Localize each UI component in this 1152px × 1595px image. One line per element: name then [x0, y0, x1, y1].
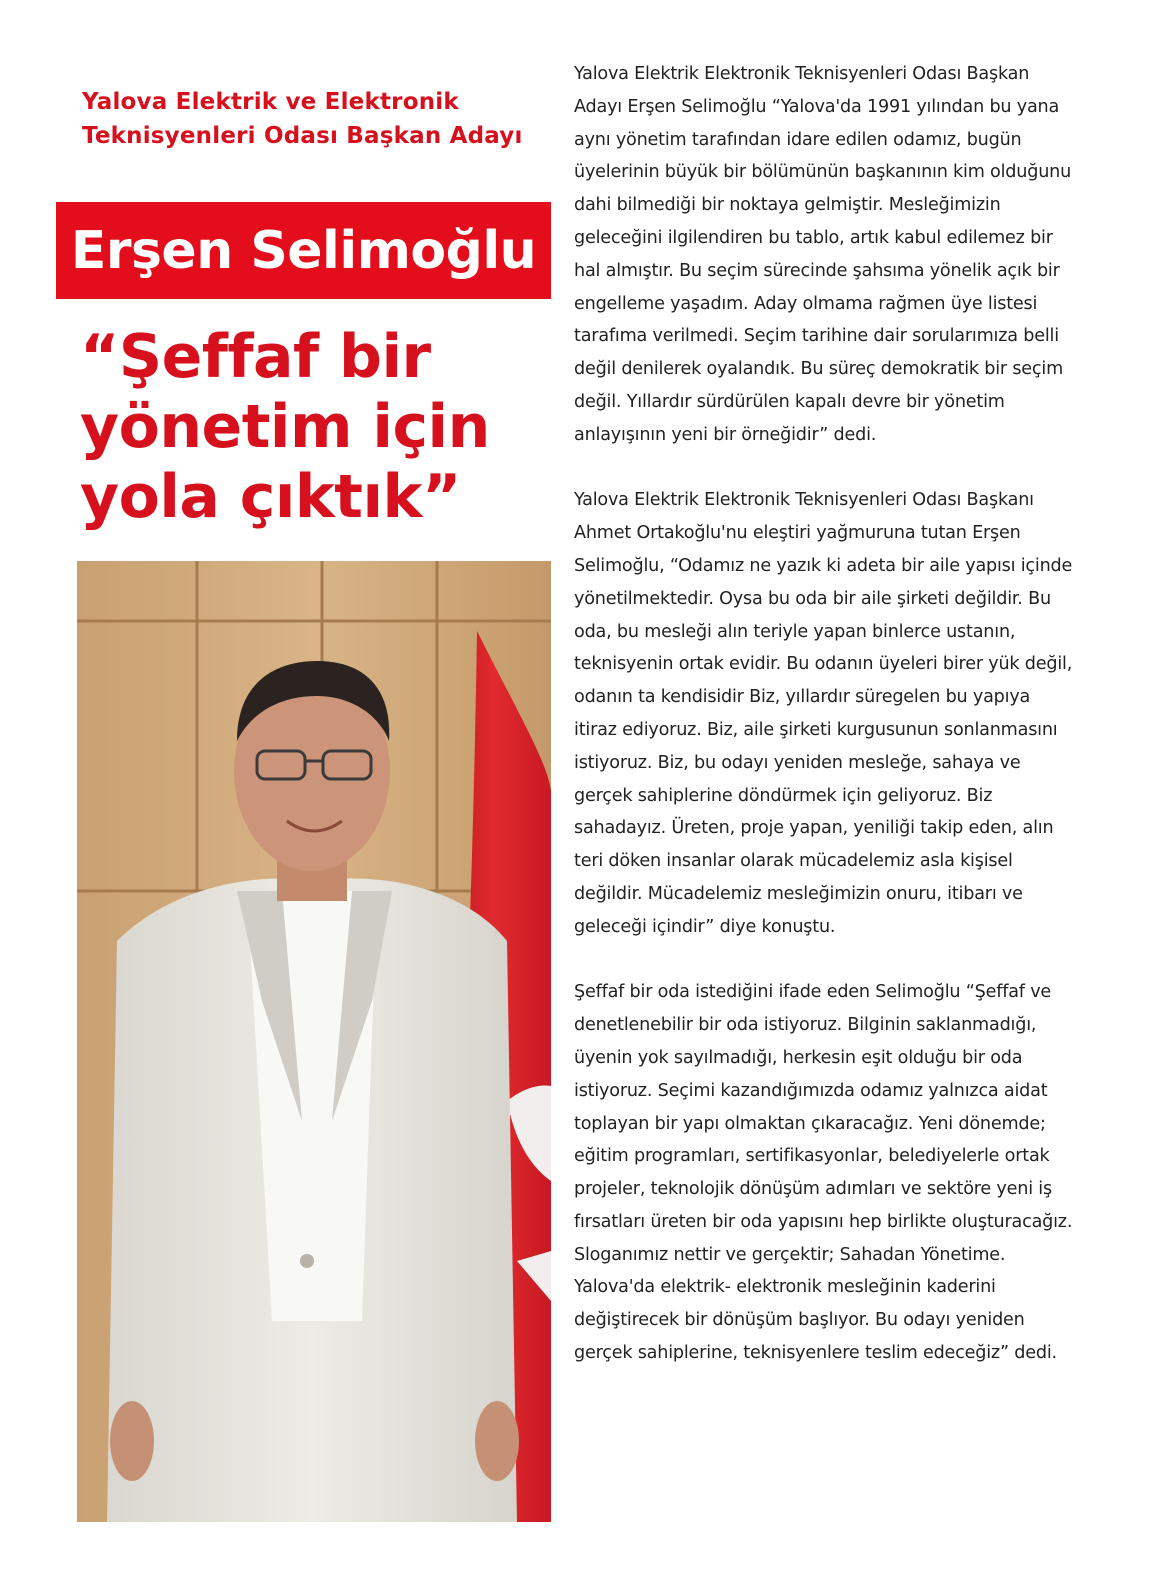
paragraph: Şeffaf bir oda istediğini ifade eden Selimoğlu “Şeffaf ve denetlenebilir bir oda istiyoruz. Bilginin saklanmadığı, üyenin yok sayılmadığı, herkesin eşit olduğu bir oda istiyoruz. Seçimi kazandığımızda odamız yalnızca aidat toplayan bir yapı olmaktan çıkaracağız. Yeni dönemde; eğitim programları, sertifikasyonlar, belediyelerle ortak projeler, teknolojik dönüşüm adımları ve sektöre yeni iş fırsatları üreten bir oda yapısını hep birlikte oluşturacağız. Sloganımız nettir ve gerçektir; Sahadan Yönetime. Yalova'da elektrik- elektronik mesleğinin kaderini değiştirecek bir dönüşüm başlıyor. Bu odayı yeniden gerçek sahiplerine, teknisyenlere teslim edeceğiz” dedi. [574, 982, 1073, 1364]
name-banner [56, 202, 551, 299]
paragraph: Yalova Elektrik Elektronik Teknisyenleri Odası Başkan Adayı Erşen Selimoğlu “Yalova'da 1991 yılından bu yana aynı yönetim tarafından idare edilen odamız, bugün üyelerinin büyük bir bölümünün başkanının kim olduğunu dahi bilmediği bir noktaya gelmiştir. Mesleğimizin geleceğini ilgilendiren bu tablo, artık kabul edilemez bir hal almıştır. Bu seçim sürecinde şahsıma yönelik açık bir engelleme yaşadım. Aday olmama rağmen üye listesi tarafıma verilmedi. Seçim tarihine dair sorularımıza belli değil denilerek oyalandık. Bu süreç demokratik bir seçim değil. Yıllardır sürdürülen kapalı devre bir yönetim anlayışının yeni bir örneğidir” dedi. [574, 64, 1072, 445]
paragraph: Yalova Elektrik Elektronik Teknisyenleri Odası Başkanı Ahmet Ortakoğlu'nu eleştiri yağmuruna tutan Erşen Selimoğlu, “Odamız ne yazık ki adeta bir aile yapısı içinde yönetilmektedir. Oysa bu oda bir aile şirketi değildir. Bu oda, bu mesleği alın teriyle yapan binlerce ustanın, teknisyenin ortak evidir. Bu odanın üyeleri birer yük değil, odanın ta kendisidir Biz, yıllardır süregelen bu yapıya itiraz ediyoruz. Biz, aile şirketi kurgusunun sonlanmasını istiyoruz. Biz, bu odayı yeniden mesleğe, sahaya ve gerçek sahiplerine döndürmek için geliyoruz. Biz sahadayız. Üreten, proje yapan, yeniliği takip eden, alın teri döken insanlar olarak mücadelemiz asla kişisel değildir. Mücadelemiz mesleğimizin onuru, itibarı ve geleceği içindir” diye konuştu. [574, 490, 1073, 937]
headline-quote: “Şeffaf bir yönetim için yola çıktık” [80, 322, 490, 532]
kicker: Yalova Elektrik ve Elektronik Teknisyenleri Odası Başkan Adayı [82, 89, 523, 149]
candidate-name: Erşen Selimoğlu [70, 220, 537, 281]
article-body [574, 58, 1074, 1370]
candidate-photo [77, 561, 551, 1522]
